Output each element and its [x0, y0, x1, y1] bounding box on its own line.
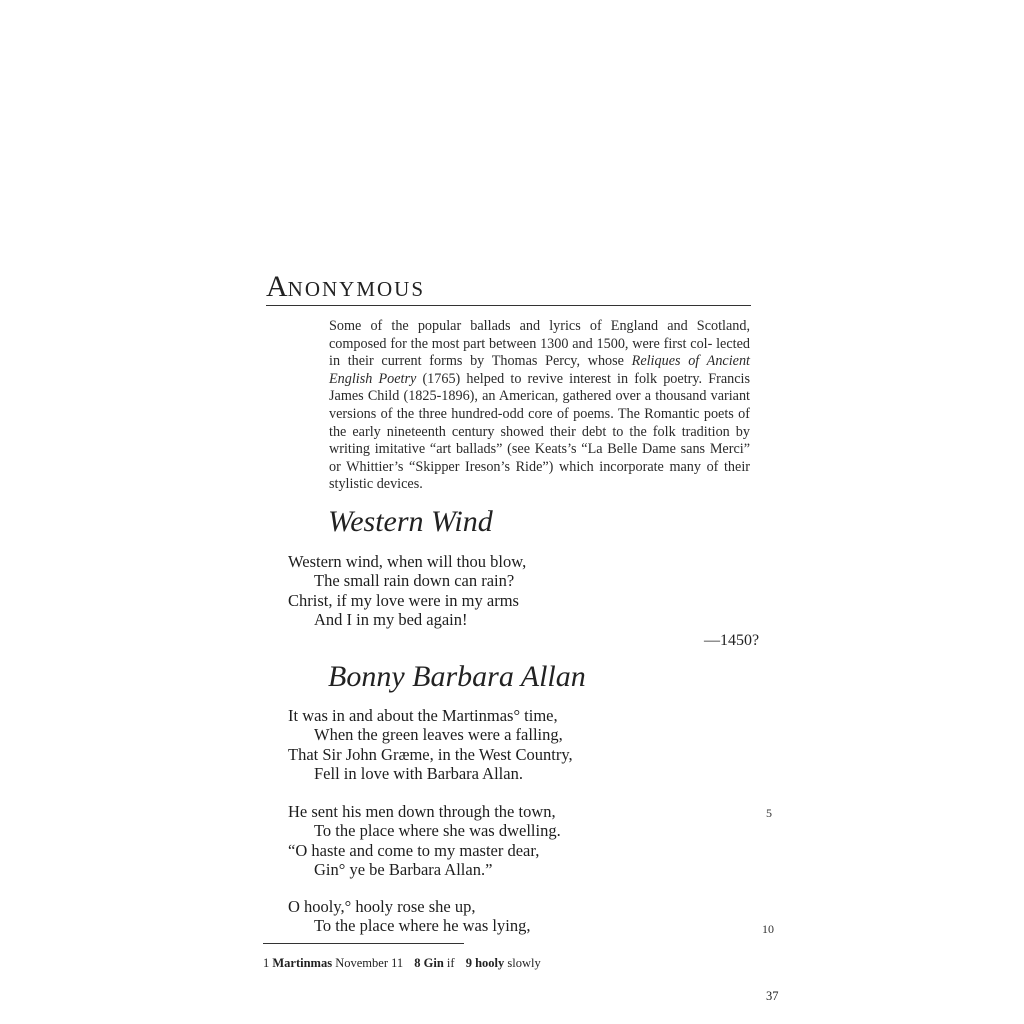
footnote-term: Martinmas [272, 956, 333, 970]
poem-line: Christ, if my love were in my arms [288, 590, 519, 610]
poem-line: “O haste and come to my master dear, [288, 840, 540, 860]
poem-line: Gin° ye be Barbara Allan.” [314, 860, 493, 880]
author-name-rest: NONYMOUS [287, 277, 426, 301]
author-heading [266, 270, 425, 304]
footnote-rule [263, 943, 464, 944]
stanza-1 [288, 706, 573, 784]
poem-line: The small rain down can rain? [314, 571, 515, 591]
intro-book-title: Reliques of Ancient English Poetry [329, 353, 751, 387]
poem-line: To the place where she was dwelling. [314, 821, 561, 841]
poem-line: Fell in love with Barbara Allan. [314, 764, 523, 784]
poem-line: He sent his men down through the town, [288, 802, 556, 821]
footnote-number: 9 [465, 956, 472, 970]
footnote-number: 1 [263, 956, 270, 970]
intro-text-1: Some of the popular ballads and lyrics of England and Scotland, composed for the most part between 1300 and 1500, were first col- lected in their current forms by Thomas Percy, whose [329, 318, 750, 370]
footnote-gloss: slowly [507, 956, 541, 970]
poem-western-wind [288, 552, 526, 630]
poem-title-western-wind: Western Wind [328, 505, 493, 538]
poem-line: O hooly,° hooly rose she up, [288, 897, 476, 916]
heading-rule [266, 305, 751, 306]
poem-line: When the green leaves were a falling, [314, 725, 563, 745]
poem-date: —1450? [704, 632, 760, 649]
stanza-3 [288, 897, 530, 936]
line-number-5: 5 [766, 806, 772, 820]
page-number: 37 [766, 989, 779, 1003]
author-initial: A [266, 270, 288, 303]
footnote-term: hooly [475, 956, 505, 970]
line-number-10: 10 [762, 922, 774, 936]
footnote-term: Gin [423, 956, 444, 970]
poem-title-bonny-barbara-allan: Bonny Barbara Allan [328, 660, 586, 693]
footnote-number: 8 [414, 956, 421, 970]
stanza-2 [288, 802, 561, 880]
poem-line: Western wind, when will thou blow, [288, 552, 527, 571]
intro-text-2: (1765) helped to revive interest in folk poetry. Francis James Child (1825-1896), an American, gathered over a thousand variant versions of the three hundred-odd core of poems. The Romantic poets of the early nineteenth century showed their debt to the folk tradition by writing imitative “art ballads” (see Keats’s “La Belle Dame sans Merci” or Whittier’s “Skipper Ireson’s Ride”) which incorporate many of their stylistic devices. [329, 370, 750, 493]
poem-line: To the place where he was lying, [314, 916, 531, 936]
footnote-gloss: if [446, 956, 455, 970]
footnote-gloss: November 11 [335, 956, 404, 970]
poem-line: It was in and about the Martinmas° time, [288, 706, 558, 725]
footnotes [263, 956, 541, 971]
poem-line: And I in my bed again! [314, 610, 468, 630]
intro-paragraph [329, 318, 750, 494]
poem-line: That Sir John Græme, in the West Country, [288, 744, 573, 764]
